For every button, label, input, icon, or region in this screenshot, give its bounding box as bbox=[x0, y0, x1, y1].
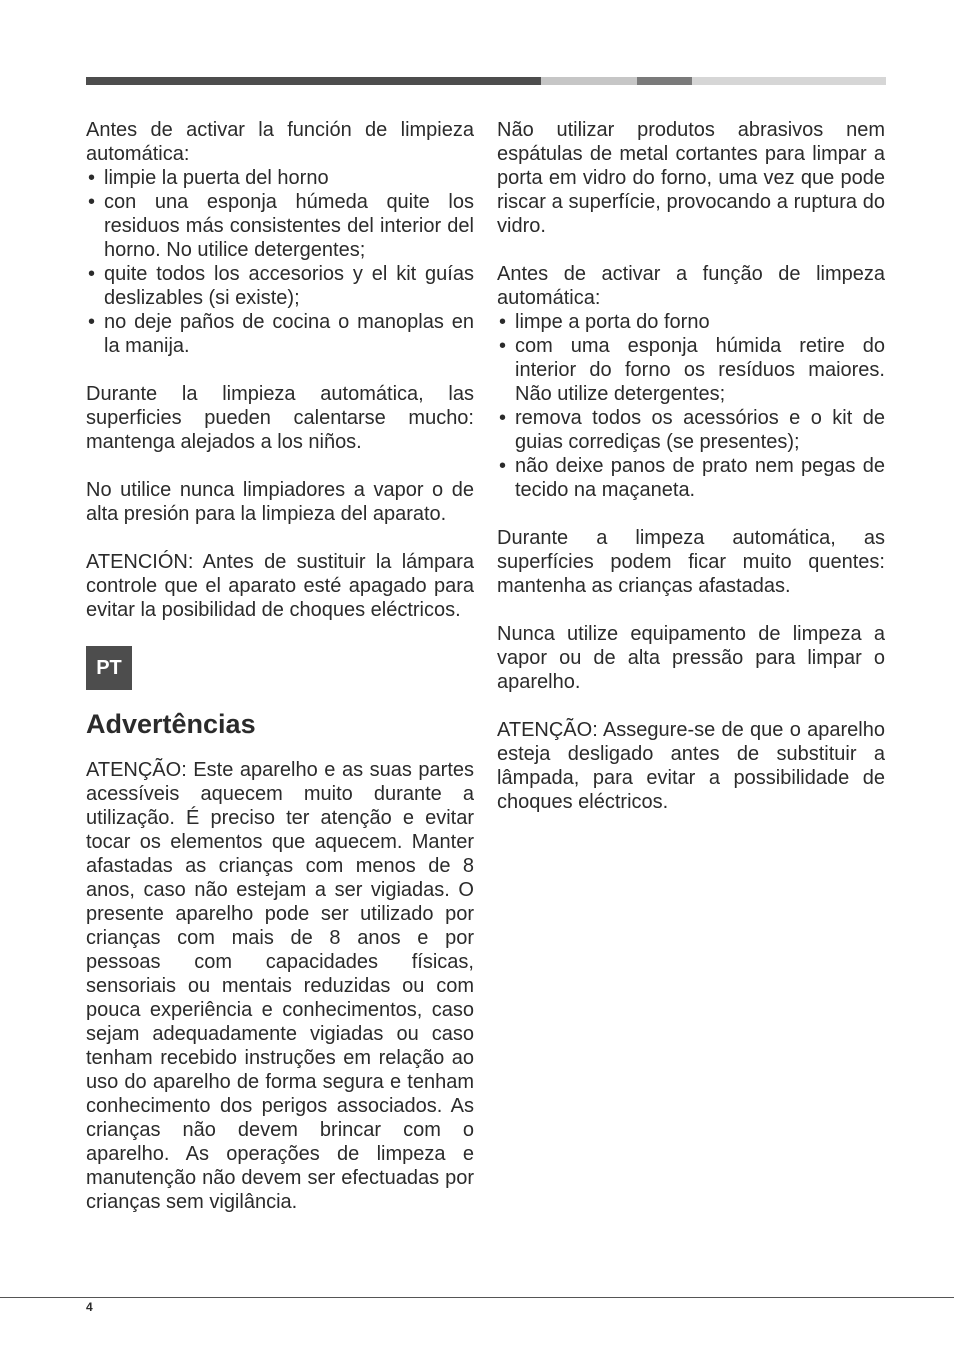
cleaning-steps-list-pt bbox=[497, 310, 885, 502]
header-bar-segment-light bbox=[541, 77, 637, 85]
language-badge: PT bbox=[86, 646, 132, 690]
paragraph-no-abrasives-pt: Não utilizar produtos abrasivos nem espátulas de metal cortantes para limpar a porta em vidro do forno, uma vez que pode riscar a superfície, provocando a ruptura do vidro. bbox=[497, 119, 885, 237]
paragraph-no-steam-es: No utilice nunca limpiadores a vapor o de alta presión para la limpieza del aparato. bbox=[86, 479, 474, 525]
paragraph-warning-children-pt: ATENÇÃO: Este aparelho e as suas partes acessíveis aquecem muito durante a utilização. É preciso ter atenção e evitar tocar os elementos que aquecem. Manter afastadas as crianças com menos de 8 anos, caso não estejam a ser vigiadas. O presente aparelho pode ser utilizado por crianças com mais de 8 anos e por pessoas com capacidades físicas, sensoriais ou mentais reduzidas ou com pouca experiência e conhecimentos, caso sejam adequadamente vigiadas ou caso tenham recebido instruções em relação ao uso do aparelho de forma segura e tenham conhecimento dos perigos associados. As crianças não devem brincar com o aparelho. As operações de limpeza e manutenção não devem ser efectuadas por crianças sem vigilância. bbox=[86, 759, 474, 1213]
list-item: • con una esponja húmeda quite los residuos más consistentes del interior del horno. No utilice detergentes; bbox=[86, 190, 474, 262]
list-item: • no deje paños de cocina o manoplas en la manija. bbox=[86, 310, 474, 358]
section-heading: Advertências bbox=[86, 709, 256, 739]
footer-divider bbox=[0, 1297, 954, 1298]
page-number: 4 bbox=[86, 1300, 93, 1314]
header-bar-segment-dark bbox=[86, 77, 541, 85]
paragraph-activate-cleaning-pt: Antes de activar a função de limpeza automática: bbox=[497, 263, 885, 309]
header-bar-segment-mid bbox=[637, 77, 692, 85]
paragraph-hot-surfaces-pt: Durante a limpeza automática, as superfícies podem ficar muito quentes: mantenha as crianças afastadas. bbox=[497, 527, 885, 597]
header-bar-segment-light-end bbox=[692, 77, 886, 85]
paragraph-lamp-warning-pt: ATENÇÃO: Assegure-se de que o aparelho esteja desligado antes de substituir a lâmpada, para evitar a possibilidade de choques eléctricos. bbox=[497, 719, 885, 813]
list-item: • limpe a porta do forno bbox=[497, 310, 885, 334]
list-item: • não deixe panos de prato nem pegas de tecido na maçaneta. bbox=[497, 454, 885, 502]
paragraph-no-steam-pt: Nunca utilize equipamento de limpeza a vapor ou de alta pressão para limpar o aparelho. bbox=[497, 623, 885, 693]
list-item: • com uma esponja húmida retire do interior do forno os resíduos maiores. Não utilize detergentes; bbox=[497, 334, 885, 406]
paragraph-lamp-warning-es: ATENCIÓN: Antes de sustituir la lámpara controle que el aparato esté apagado para evitar la posibilidad de choques eléctricos. bbox=[86, 551, 474, 621]
header-color-bar bbox=[86, 77, 886, 85]
list-item: • quite todos los accesorios y el kit guías deslizables (si existe); bbox=[86, 262, 474, 310]
paragraph-hot-surfaces-es: Durante la limpieza automática, las superficies pueden calentarse mucho: mantenga alejados a los niños. bbox=[86, 383, 474, 453]
list-item: • limpie la puerta del horno bbox=[86, 166, 474, 190]
paragraph-activate-cleaning-es: Antes de activar la función de limpieza automática: bbox=[86, 119, 474, 165]
right-column bbox=[497, 118, 885, 838]
list-item: • remova todos os acessórios e o kit de guias corrediças (se presentes); bbox=[497, 406, 885, 454]
cleaning-steps-list-es bbox=[86, 166, 474, 358]
left-column bbox=[86, 118, 474, 1238]
